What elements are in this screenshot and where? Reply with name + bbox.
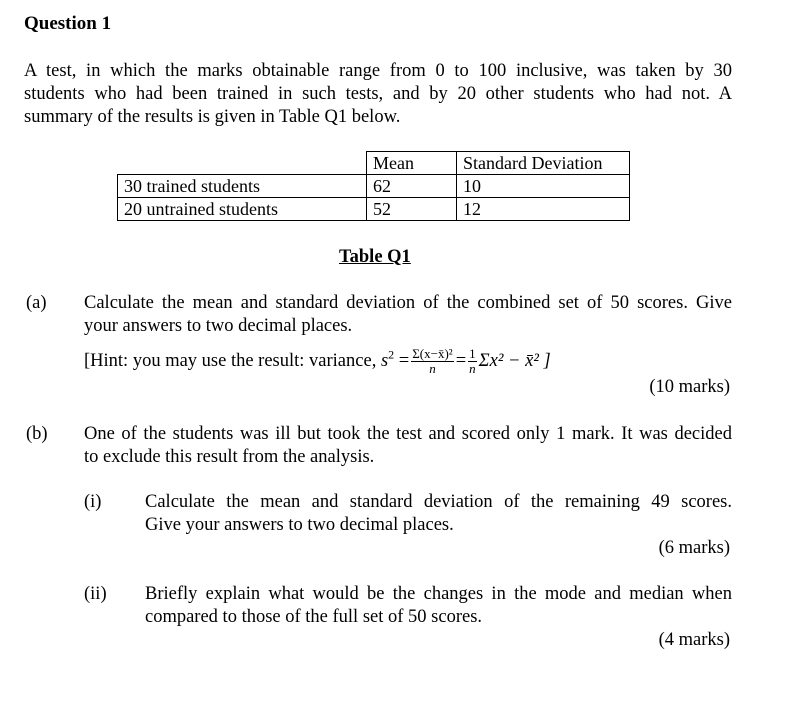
part-a-line: your answers to two decimal places. <box>84 316 353 336</box>
table-header-sd: Standard Deviation <box>457 152 630 175</box>
hint-prefix: [Hint: you may use the result: variance, <box>84 350 381 371</box>
table-header-blank <box>118 152 367 175</box>
hint-tail: Σx² − x̄² ] <box>478 350 551 371</box>
intro-paragraph <box>24 60 732 129</box>
table-cell-mean: 62 <box>367 175 457 198</box>
part-b-ii-marks: (4 marks) <box>658 630 730 650</box>
table-cell-mean: 52 <box>367 198 457 221</box>
hint-fraction-2: $\frac{1}{n}$ <box>469 346 476 376</box>
table-header-mean: Mean <box>367 152 457 175</box>
part-b-i-text <box>145 491 732 537</box>
table-cell-sd: 12 <box>457 198 630 221</box>
part-b-ii-line: Briefly explain what would be the changes in the mode and median when <box>145 584 732 604</box>
part-b-ii-label: (ii) <box>84 584 107 604</box>
table-cell-group: 30 trained students <box>118 175 367 198</box>
table-cell-group: 20 untrained students <box>118 198 367 221</box>
table-header-row <box>118 152 630 175</box>
table-caption: Table Q1 <box>339 247 411 267</box>
intro-line: students who had been trained in such tests, and by 20 other students who had not. A <box>24 84 732 104</box>
table-cell-sd: 10 <box>457 175 630 198</box>
part-b-label: (b) <box>26 424 48 444</box>
hint-variance-symbol: s <box>380 350 389 371</box>
hint-fraction-1: $\frac{\text{Σ(x−x̄)²}}{n}$ <box>412 346 453 376</box>
part-b-text <box>84 423 732 469</box>
intro-line: A test, in which the marks obtainable range from 0 to 100 inclusive, was taken by 30 <box>24 61 732 81</box>
part-b-line: One of the students was ill but took the test and scored only 1 mark. It was decided <box>84 424 732 444</box>
part-a-hint: [Hint: you may use the result: variance, $s^2$ = $\frac{\text{Σ(x−x̄)²}}{n}$ = $\frac{1}{n}$ Σx² − x̄² ] <box>84 346 551 376</box>
part-b-i-label: (i) <box>84 492 102 512</box>
part-b-ii-text <box>145 583 732 629</box>
results-table <box>117 151 630 221</box>
part-a-line: Calculate the mean and standard deviation of the combined set of 50 scores. Give <box>84 293 732 313</box>
part-b-line: to exclude this result from the analysis. <box>84 447 375 467</box>
part-a-label: (a) <box>26 293 47 313</box>
part-b-i-line: Calculate the mean and standard deviation of the remaining 49 scores. <box>145 492 732 512</box>
intro-line: summary of the results is given in Table Q1 below. <box>24 107 401 127</box>
table-row <box>118 198 630 221</box>
part-b-i-marks: (6 marks) <box>658 538 730 558</box>
question-title: Question 1 <box>24 13 112 34</box>
table-row <box>118 175 630 198</box>
part-b-ii-line: compared to those of the full set of 50 scores. <box>145 607 483 627</box>
part-a-marks: (10 marks) <box>649 377 730 397</box>
part-b-i-line: Give your answers to two decimal places. <box>145 515 454 535</box>
part-a-text <box>84 292 732 338</box>
